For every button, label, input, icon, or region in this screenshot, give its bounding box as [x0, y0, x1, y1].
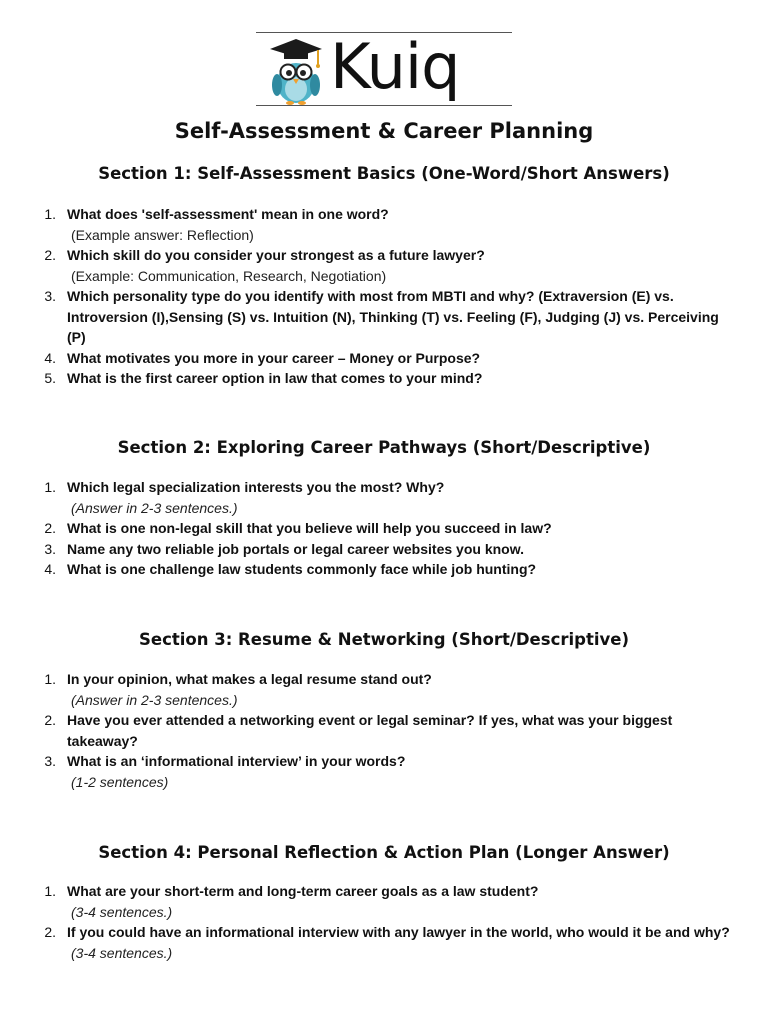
question-note: (Answer in 2-3 sentences.): [71, 499, 238, 516]
question-text: Which legal specialization interests you the most? Why?: [67, 479, 445, 495]
question-item: [38, 518, 738, 539]
question-text: What is one challenge law students commonly face while job hunting?: [67, 561, 537, 577]
question-item: [38, 881, 738, 922]
question-note: (3-4 sentences.): [71, 903, 173, 920]
logo: [256, 32, 512, 106]
question-number: 1.: [44, 671, 56, 687]
question-number: 2.: [44, 924, 56, 940]
question-text: Name any two reliable job portals or legal career websites you know.: [67, 540, 524, 557]
question-text: What is one non-legal skill that you believe will help you succeed in law?: [67, 520, 552, 536]
question-text: What is an ‘informational interview’ in your words?: [67, 753, 406, 769]
question-item: [38, 539, 738, 560]
question-text: What does 'self-assessment' mean in one word?: [67, 206, 389, 222]
question-text: What motivates you more in your career – Money or Purpose?: [67, 349, 481, 366]
question-note: (Example answer: Reflection): [71, 226, 254, 243]
question-number: 2.: [44, 520, 56, 536]
question-text: If you could have an informational interview with any lawyer in the world, who would it be and why?: [67, 924, 730, 940]
question-note: (Answer in 2-3 sentences.): [71, 691, 238, 708]
question-text: Which personality type do you identify with most from MBTI and why? (Extraversion (E) vs. Introversion (I),Sensing (S) vs. Intuition (N), Thinking (T) vs. Feeling (F), Judging (J) vs. Perceiving (P): [67, 288, 719, 345]
question-text: Which skill do you consider your strongest as a future lawyer?: [67, 247, 485, 263]
question-number: 3.: [44, 540, 56, 557]
question-list-2: [38, 477, 738, 580]
question-text: What is the first career option in law that comes to your mind?: [67, 370, 483, 386]
question-item: [38, 477, 738, 518]
question-item: [38, 245, 738, 286]
question-item: [38, 751, 738, 792]
question-note: (1-2 sentences): [71, 773, 169, 790]
question-item: [38, 368, 738, 389]
brand-name: Kuiq: [330, 30, 460, 103]
question-item: [38, 286, 738, 348]
question-number: 3.: [44, 753, 56, 769]
section-heading-3: Section 3: Resume & Networking (Short/Descriptive): [139, 630, 629, 649]
question-number: 2.: [44, 247, 56, 263]
question-list-1: [38, 204, 738, 389]
question-list-3: [38, 669, 738, 792]
question-number: 1.: [44, 206, 56, 222]
question-text: Have you ever attended a networking event or legal seminar? If yes, what was your biggest takeaway?: [67, 712, 673, 749]
question-note: (Example: Communication, Research, Negotiation): [71, 267, 387, 284]
question-item: [38, 559, 738, 580]
section-heading-2: Section 2: Exploring Career Pathways (Short/Descriptive): [117, 438, 651, 457]
question-number: 4.: [44, 561, 56, 577]
question-item: [38, 710, 738, 751]
question-text: In your opinion, what makes a legal resume stand out?: [67, 671, 432, 687]
question-note: (3-4 sentences.): [71, 944, 173, 961]
question-list-4: [38, 881, 738, 963]
owl-graduate-icon: [266, 35, 326, 105]
question-number: 5.: [44, 370, 56, 386]
question-item: [38, 669, 738, 710]
question-item: [38, 348, 738, 369]
question-item: [38, 204, 738, 245]
section-heading-1: Section 1: Self-Assessment Basics (One-Word/Short Answers): [98, 164, 670, 183]
question-number: 1.: [44, 883, 56, 899]
page-title: Self-Assessment & Career Planning: [174, 119, 594, 143]
question-number: 2.: [44, 712, 56, 728]
question-number: 3.: [44, 288, 56, 304]
question-number: 1.: [44, 479, 56, 495]
question-text: What are your short-term and long-term career goals as a law student?: [67, 883, 539, 899]
question-item: [38, 922, 738, 963]
question-number: 4.: [44, 349, 56, 366]
section-heading-4: Section 4: Personal Reflection & Action Plan (Longer Answer): [98, 843, 670, 862]
